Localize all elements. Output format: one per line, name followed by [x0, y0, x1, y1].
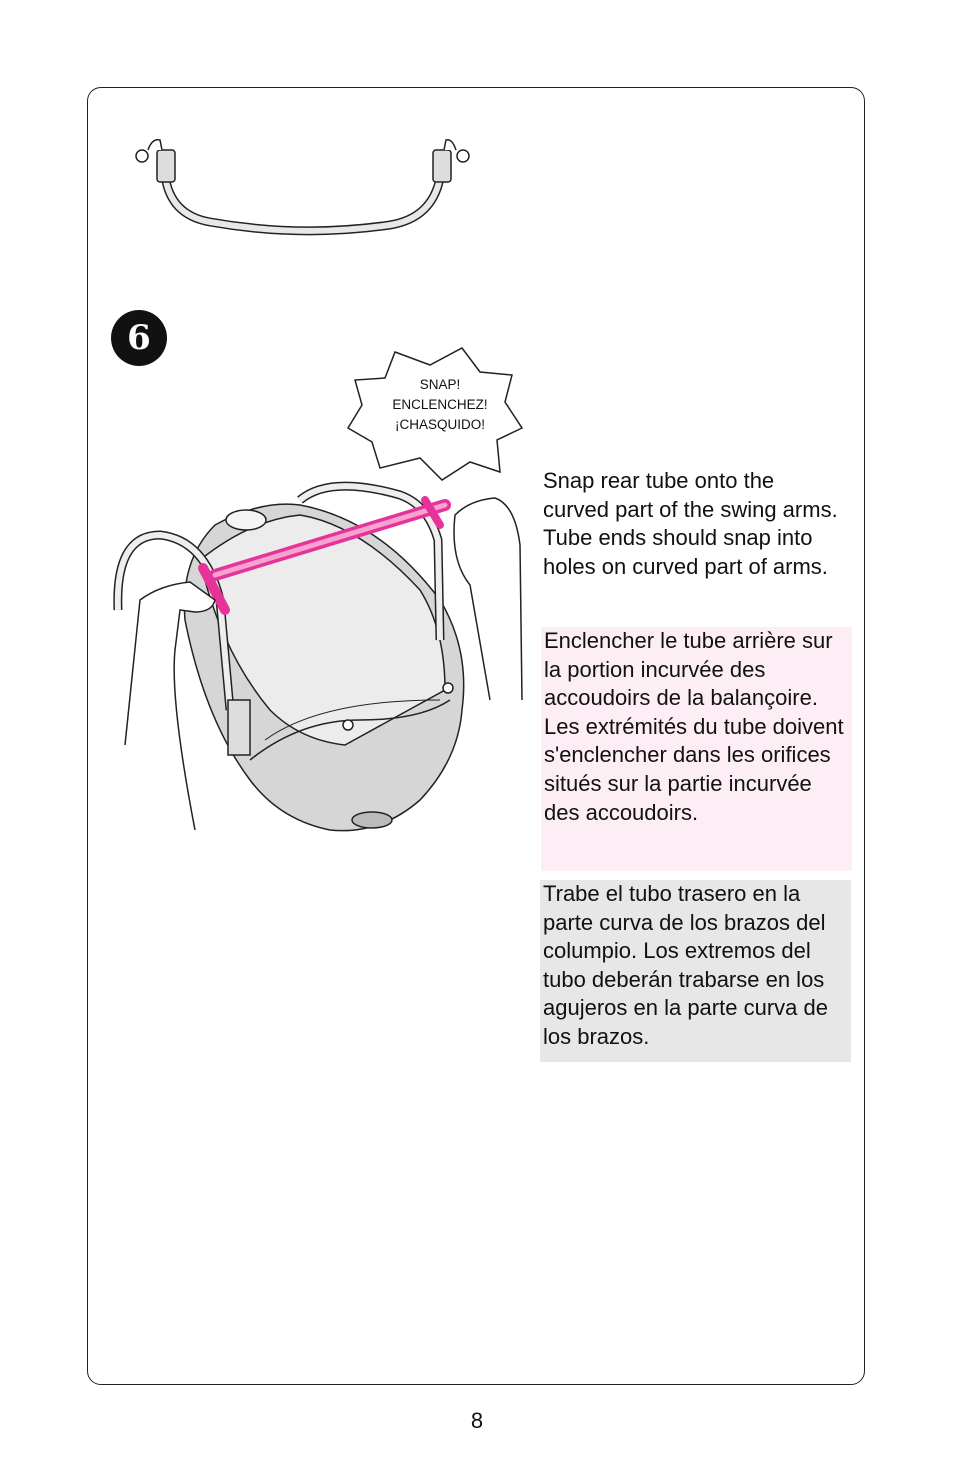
instruction-english: Snap rear tube onto the curved part of the swing arms. Tube ends should snap into holes on curved part of arms.: [543, 468, 838, 579]
snap-callout-line-english: SNAP!: [419, 377, 461, 392]
step-number-badge: 6: [111, 310, 167, 366]
snap-callout-text: [365, 375, 515, 435]
instruction-french: Enclencher le tube arrière sur la portion incurvée des accoudoirs de la balançoire. Les extrémités du tube doivent s'enclencher dans les orifices situés sur la partie incurvée des accoudoirs.: [541, 627, 852, 871]
page-number: 8: [470, 1408, 484, 1433]
rear-tube-part-illustration: [136, 140, 469, 231]
instruction-spanish: Trabe el tubo trasero en la parte curva de los brazos del columpio. Los extremos del tubo deberán trabarse en los agujeros en la parte curva de los brazos.: [540, 880, 851, 1062]
snap-callout-line-french: ENCLENCHEZ!: [392, 397, 488, 412]
snap-callout-line-spanish: ¡CHASQUIDO!: [394, 417, 485, 432]
